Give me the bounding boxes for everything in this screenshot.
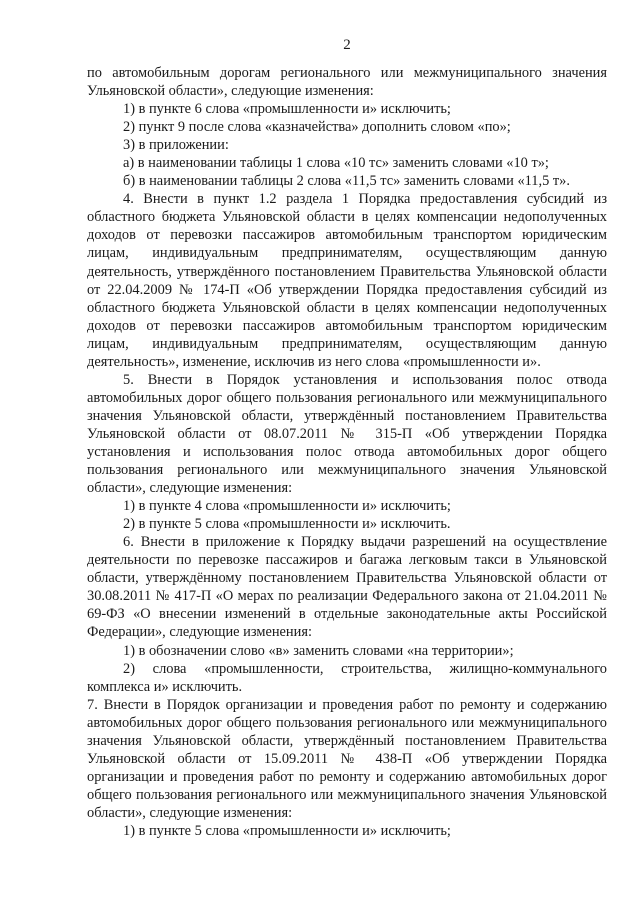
paragraph: 1) в пункте 5 слова «промышленности и» исключить; [123, 822, 451, 839]
paragraph: 1) в обозначении слово «в» заменить словами «на территории»; [123, 642, 514, 659]
paragraph: 1) в пункте 6 слова «промышленности и» исключить; [123, 101, 451, 118]
paragraph: по автомобильным дорогам регионального или межмуниципального значения Ульяновской области», следующие изменения: [87, 65, 607, 100]
paragraph: б) в наименовании таблицы 2 слова «11,5 тс» заменить словами «11,5 т». [123, 173, 570, 190]
paragraph: 3) в приложении: [123, 137, 229, 154]
paragraph: а) в наименовании таблицы 1 слова «10 тс» заменить словами «10 т»; [123, 155, 549, 172]
page-number: 2 [343, 37, 351, 53]
paragraph: 2) слова «промышленности, строительства, жилищно-коммунального комплекса и» исключить. [87, 660, 607, 695]
paragraph: 7. Внести в Порядок организации и проведения работ по ремонту и содержанию автомобильных дорог общего пользования регионального или межмуниципального значения Ульяновской области, утверждённый постановлением Правительства Ульяновской области от 15.09.2011 № 438-П «Об утверждении Порядка организации и проведения работ по ремонту и содержанию автомобильных дорог общего пользования регионального или межмуниципального значения Ульяновской области», следующие изменения: [87, 696, 607, 821]
paragraph: 6. Внести в приложение к Порядку выдачи разрешений на осуществление деятельности по перевозке пассажиров и багажа легковым такси в Ульяновской области, утверждённому постановлением Правительства Ульяновской области от 30.08.2011 № 417-П «О мерах по реализации Федерального закона от 21.04.2011 № 69-ФЗ «О внесении изменений в отдельные законодательные акты Российской Федерации», следующие изменения: [87, 534, 607, 641]
paragraph: 4. Внести в пункт 1.2 раздела 1 Порядка предоставления субсидий из областного бюджета Ульяновской области в целях компенсации недополученных доходов от перевозки пассажиров автомобильным транспортом юридическим лицам, индивидуальным предпринимателям, осуществляющим данную деятельность, утверждённого постановлением Правительства Ульяновской области от 22.04.2009 № 174-П «Об утверждении Порядка предоставления субсидий из областного бюджета Ульяновской области в целях компенсации недополученных доходов от перевозки пассажиров автомобильным транспортом юридическим лицам, индивидуальным предпринимателям, осуществляющим данную деятельность», изменение, исключив из него слова «промышленности и». [87, 191, 607, 370]
paragraph: 1) в пункте 4 слова «промышленности и» исключить; [123, 498, 451, 515]
document-body [87, 64, 607, 840]
paragraph: 2) пункт 9 после слова «казначейства» дополнить словом «по»; [123, 119, 511, 136]
paragraph: 5. Внести в Порядок установления и использования полос отвода автомобильных дорог общего пользования регионального или межмуниципального значения Ульяновской области, утверждённый постановлением Правительства Ульяновской области от 08.07.2011 № 315-П «Об утверждении Порядка установления и использования полос отвода автомобильных дорог общего пользования регионального или межмуниципального значения Ульяновской области», следующие изменения: [87, 371, 607, 497]
paragraph: 2) в пункте 5 слова «промышленности и» исключить. [123, 516, 451, 533]
